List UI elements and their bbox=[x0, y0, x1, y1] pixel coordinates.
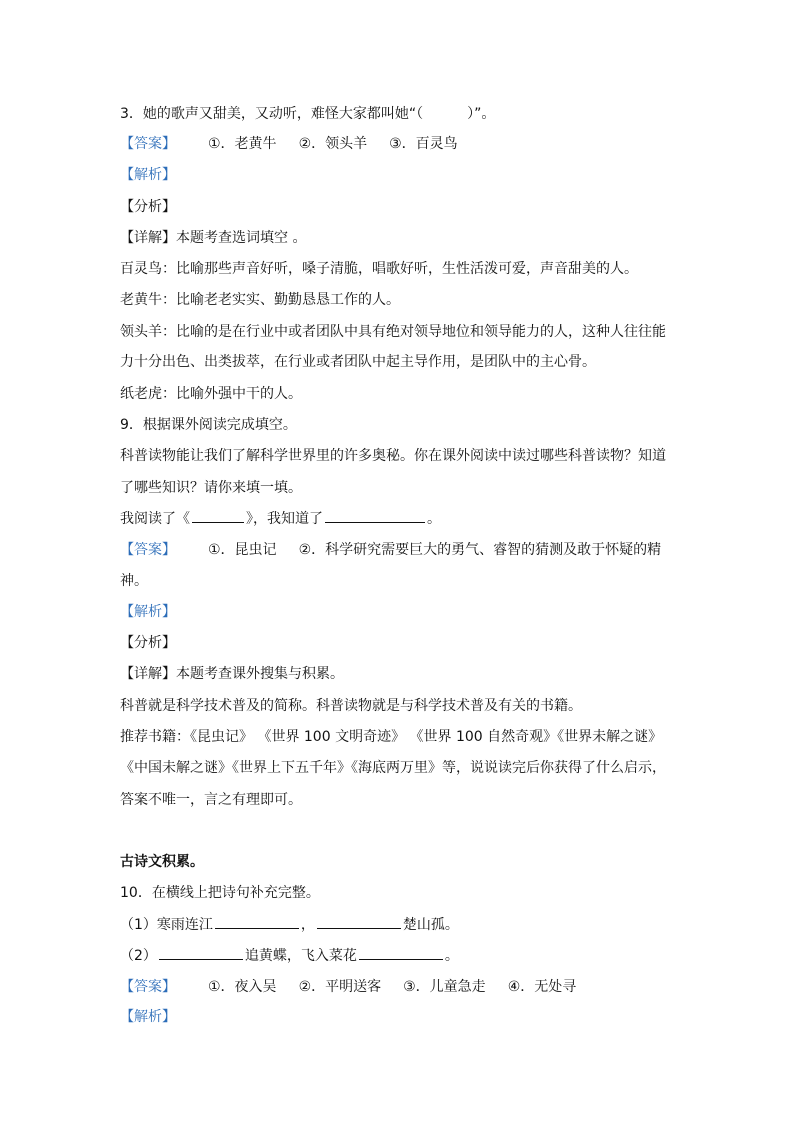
q10-line1-before: （1）寒雨连江 bbox=[120, 917, 213, 933]
q3-answer-line bbox=[120, 134, 680, 154]
q10-title: 10．在横线上把诗句补充完整。 bbox=[120, 885, 320, 901]
q9-fill-line bbox=[120, 508, 680, 529]
q3-explanation-5: 纸老虎：比喻外强中干的人。 bbox=[120, 386, 302, 402]
q10-blank-4 bbox=[359, 945, 443, 960]
q10-line2-after: 。 bbox=[444, 948, 459, 964]
q9-prompt-1: 科普读物能让我们了解科学世界里的许多奥秘。你在课外阅读中读过哪些科普读物？知道 bbox=[120, 448, 666, 464]
q3-text-before: 3．她的歌声又甜美，又动听，难怪大家都叫她“（ bbox=[120, 106, 424, 122]
q3-detail bbox=[120, 228, 680, 248]
q9-detail bbox=[120, 664, 680, 684]
q3-explanation-1: 百灵鸟：比喻那些声音好听，嗓子清脆，唱歌好听，生性活泼可爱，声音甜美的人。 bbox=[120, 261, 638, 277]
q3-text-after: ）”。 bbox=[467, 106, 496, 122]
q3-explanation-3: 领头羊：比喻的是在行业中或者团队中具有绝对领导地位和领导能力的人，这种人往往能 bbox=[120, 324, 666, 340]
q10-option-1: ①．夜入吴 bbox=[208, 979, 277, 995]
q10-line2-mid: 追黄蝶，飞入菜花 bbox=[244, 948, 357, 964]
q9-answer-1: ①．昆虫记 bbox=[208, 542, 277, 558]
q10-line1-after: 楚山孤。 bbox=[402, 917, 459, 933]
q10-option-4: ④．无处寻 bbox=[507, 979, 577, 995]
q3-detail-label: 【详解】 bbox=[120, 230, 176, 246]
q9-answer-label: 【答案】 bbox=[120, 542, 176, 558]
q9-line-4: 答案不唯一，言之有理即可。 bbox=[120, 792, 302, 808]
q9-prompt-2: 了哪些知识？请你来填一填。 bbox=[120, 480, 302, 496]
q3-answer-label: 【答案】 bbox=[120, 136, 176, 152]
q10-line-1 bbox=[120, 914, 680, 935]
q9-fill-after: 。 bbox=[427, 511, 441, 527]
q10-blank-3 bbox=[159, 945, 243, 960]
q9-detail-label: 【详解】 bbox=[120, 666, 176, 682]
q9-fill-before: 我阅读了《 bbox=[120, 511, 190, 527]
q9-analysis-label: 【解析】 bbox=[120, 604, 176, 620]
q10-blank-2 bbox=[317, 914, 401, 929]
q10-answer-line bbox=[120, 977, 680, 997]
q3-option-3: ③．百灵鸟 bbox=[389, 136, 458, 152]
q10-answer-label: 【答案】 bbox=[120, 979, 176, 995]
q3-analysis-label: 【解析】 bbox=[120, 167, 176, 183]
q9-fenxi-label: 【分析】 bbox=[120, 635, 176, 651]
q10-line2-before: （2） bbox=[120, 948, 157, 964]
q3-option-2: ②．领头羊 bbox=[298, 136, 368, 152]
q9-title: 9．根据课外阅读完成填空。 bbox=[120, 417, 297, 433]
q3-explanation-4: 力十分出色、出类拔萃，在行业或者团队中起主导作用，是团队中的主心骨。 bbox=[120, 354, 596, 370]
q10-line1-mid: ， bbox=[300, 917, 315, 933]
q3-option-1: ①．老黄牛 bbox=[208, 136, 277, 152]
q9-blank-1 bbox=[192, 508, 244, 523]
q3-question bbox=[120, 104, 680, 124]
q10-option-2: ②．平明送客 bbox=[298, 979, 382, 995]
q10-analysis-label: 【解析】 bbox=[120, 1009, 176, 1025]
q3-fenxi-label: 【分析】 bbox=[120, 199, 176, 215]
q9-line-2: 推荐书籍：《昆虫记》 《世界 100 文明奇迹》 《世界 100 自然奇观》《世界未解之谜》 bbox=[120, 729, 663, 745]
q9-line-3: 《中国未解之谜》《世界上下五千年》《海底两万里》等，说说读完后你获得了什么启示， bbox=[120, 760, 666, 776]
q9-blank-2 bbox=[325, 508, 425, 523]
q3-explanation-2: 老黄牛：比喻老老实实、勤勤恳恳工作的人。 bbox=[120, 292, 400, 308]
q3-detail-text: 本题考查选词填空 。 bbox=[176, 230, 307, 246]
q9-detail-text: 本题考查课外搜集与积累。 bbox=[176, 666, 344, 682]
q10-option-3: ③．儿童急走 bbox=[403, 979, 486, 995]
q9-answer-2: ②．科学研究需要巨大的勇气、睿智的猜测及敢于怀疑的精 bbox=[298, 542, 662, 558]
q10-line-2 bbox=[120, 945, 680, 966]
q9-line-1: 科普就是科学技术普及的简称。科普读物就是与科学技术普及有关的书籍。 bbox=[120, 698, 582, 714]
q9-answer-2-cont: 神。 bbox=[120, 573, 148, 589]
section-title: 古诗文积累。 bbox=[120, 854, 204, 870]
q9-fill-middle: 》，我知道了 bbox=[246, 511, 323, 527]
q9-answer-line bbox=[120, 540, 680, 560]
q10-blank-1 bbox=[215, 914, 299, 929]
